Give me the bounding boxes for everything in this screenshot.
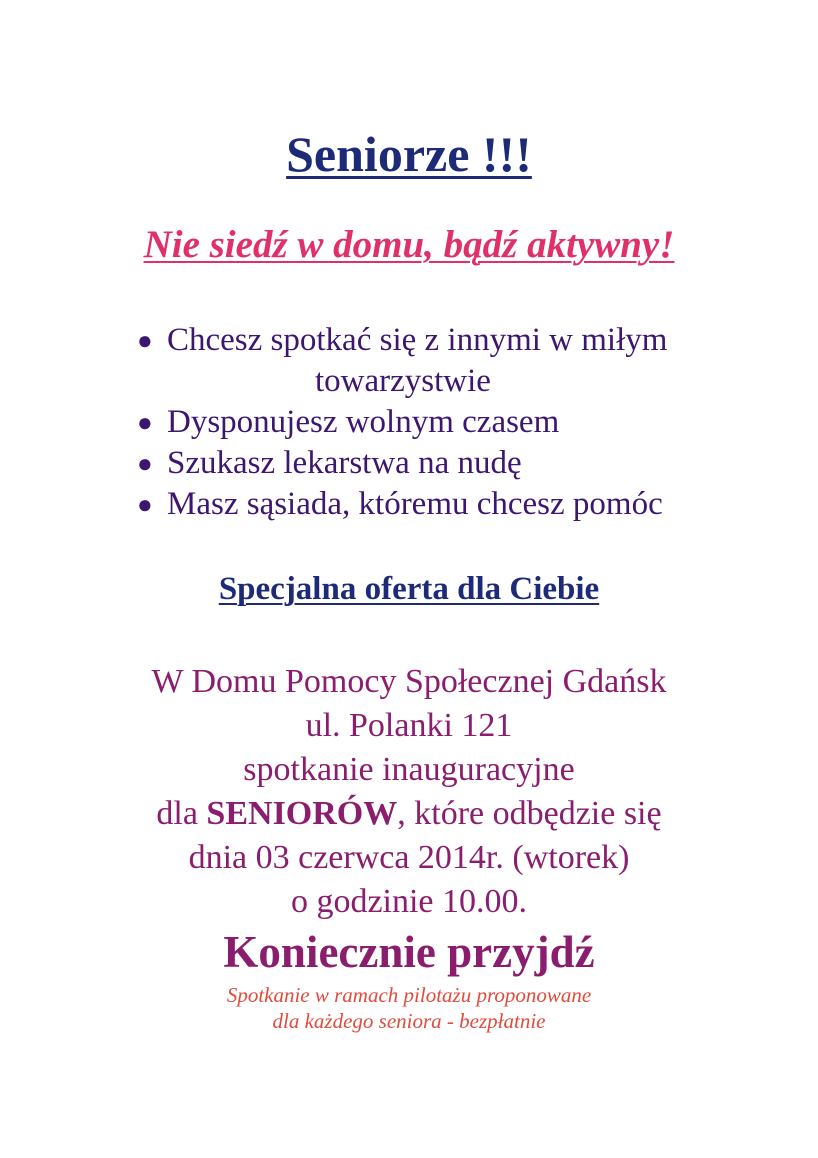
event-date: dnia 03 czerwca 2014r. (wtorek) — [188, 839, 630, 876]
list-item — [135, 484, 755, 525]
list-item — [135, 443, 755, 484]
offer-heading: Specjalna oferta dla Ciebie — [218, 571, 600, 607]
bullet-icon: ● — [137, 408, 153, 437]
bullet-text: Dysponujesz wolnym czasem — [167, 404, 560, 440]
flyer-title: Seniorze !!! — [286, 126, 532, 182]
bullet-icon: ● — [137, 326, 153, 355]
event-details — [0, 660, 818, 924]
bullet-icon: ● — [137, 490, 153, 519]
list-item — [135, 402, 755, 443]
flyer-subtitle: Nie siedź w domu, bądź aktywny! — [143, 223, 675, 266]
event-time: o godzinie 10.00. — [290, 883, 528, 920]
bullet-text: Masz sąsiada, któremu chcesz pomóc — [167, 486, 663, 522]
footnote-line: dla każdego seniora - bezpłatnie — [272, 1009, 546, 1033]
call-to-action: Koniecznie przyjdź — [223, 927, 595, 977]
event-type: spotkanie inauguracyjne — [243, 751, 575, 788]
footnote-line: Spotkanie w ramach pilotażu proponowane — [226, 983, 592, 1007]
event-audience-prefix: dla — [156, 795, 207, 832]
list-item — [135, 320, 755, 402]
bullet-text: Szukasz lekarstwa na nudę — [167, 445, 522, 481]
bullet-text-continuation: towarzystwie — [315, 363, 491, 399]
footnote — [0, 982, 818, 1034]
event-audience-highlight: SENIORÓW — [206, 795, 398, 832]
bullet-icon: ● — [137, 449, 153, 478]
event-venue: W Domu Pomocy Społecznej Gdańsk — [151, 663, 667, 700]
bullet-list — [135, 320, 755, 525]
event-audience-suffix: , które odbędzie się — [397, 795, 662, 832]
event-audience — [0, 792, 818, 836]
event-address: ul. Polanki 121 — [305, 707, 513, 744]
bullet-text: Chcesz spotkać się z innymi w miłym — [167, 322, 668, 358]
